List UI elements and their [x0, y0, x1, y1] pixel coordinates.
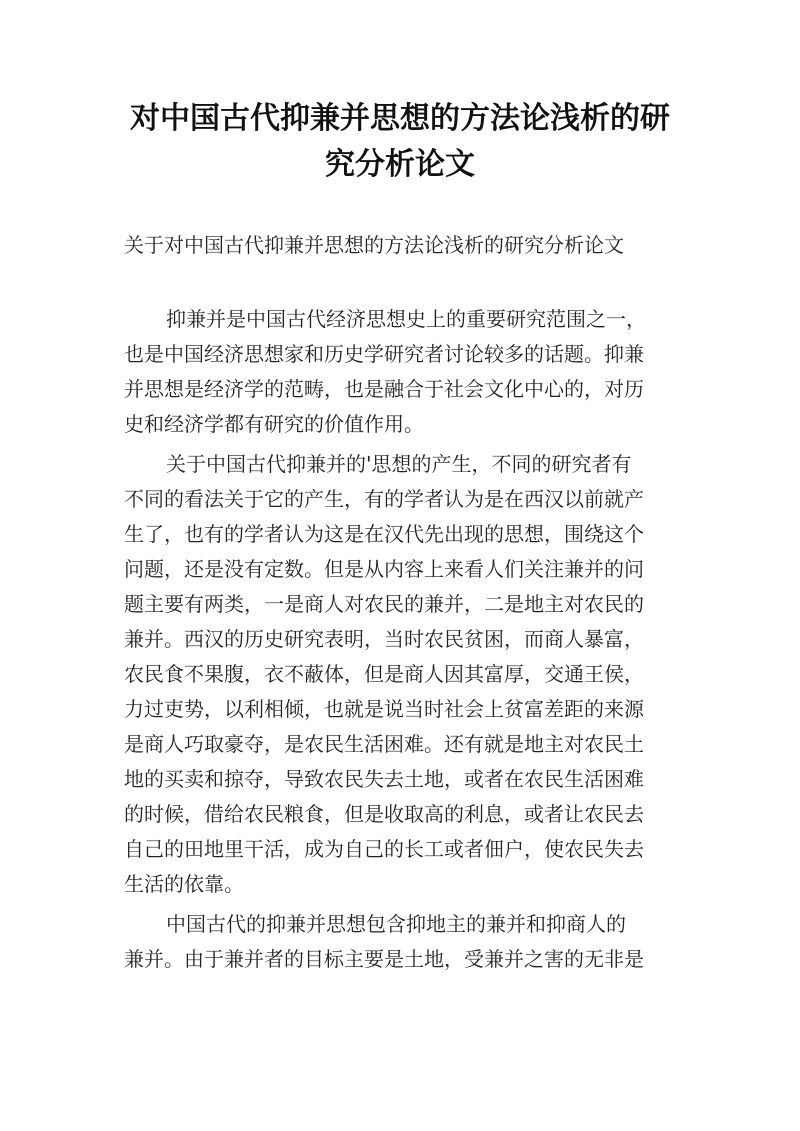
text-line: 不同的看法关于它的产生，有的学者认为是在西汉以前就产 [124, 487, 644, 511]
page-title [100, 96, 700, 188]
text-line: 史和经济学都有研究的价值作用。 [124, 412, 424, 436]
article-body [124, 302, 684, 982]
title-line-2: 究分析论文 [325, 147, 475, 182]
title-line-1: 对中国古代抑兼并思想的方法论浅析的研 [130, 101, 670, 136]
text-line: 自己的田地里干活，成为自己的长工或者佃户，使农民失去 [124, 837, 644, 861]
text-line: 抑兼并是中国古代经济思想史上的重要研究范围之一， [166, 307, 646, 331]
text-line: 中国古代的抑兼并思想包含抑地主的兼并和抑商人的 [166, 912, 626, 936]
text-line: 问题，还是没有定数。但是从内容上来看人们关注兼并的问 [124, 557, 644, 581]
text-line: 并思想是经济学的范畴，也是融合于社会文化中心的，对历 [124, 377, 644, 401]
text-line: 关于中国古代抑兼并的'思想的产生，不同的研究者有 [166, 452, 632, 476]
paragraph-2 [124, 447, 684, 902]
text-line: 兼并。西汉的历史研究表明，当时农民贫困，而商人暴富， [124, 627, 644, 651]
text-line: 地的买卖和掠夺，导致农民失去土地，或者在农民生活困难 [124, 767, 644, 791]
paragraph-3 [124, 907, 684, 977]
text-line: 是商人巧取豪夺，是农民生活困难。还有就是地主对农民土 [124, 732, 644, 756]
text-line: 农民食不果腹，衣不蔽体，但是商人因其富厚，交通王侯， [124, 662, 644, 686]
paragraph-1 [124, 302, 684, 442]
text-line: 生了，也有的学者认为这是在汉代先出现的思想，围绕这个 [124, 522, 644, 546]
text-line: 题主要有两类，一是商人对农民的兼并，二是地主对农民的 [124, 592, 644, 616]
text-line: 的时候，借给农民粮食，但是收取高的利息，或者让农民去 [124, 802, 644, 826]
subtitle: 关于对中国古代抑兼并思想的方法论浅析的研究分析论文 [124, 233, 624, 257]
text-line: 生活的依靠。 [124, 872, 244, 896]
text-line: 力过吏势，以利相倾，也就是说当时社会上贫富差距的来源 [124, 697, 644, 721]
text-line: 兼并。由于兼并者的目标主要是土地，受兼并之害的无非是 [124, 947, 644, 971]
text-line: 也是中国经济思想家和历史学研究者讨论较多的话题。抑兼 [124, 342, 644, 366]
